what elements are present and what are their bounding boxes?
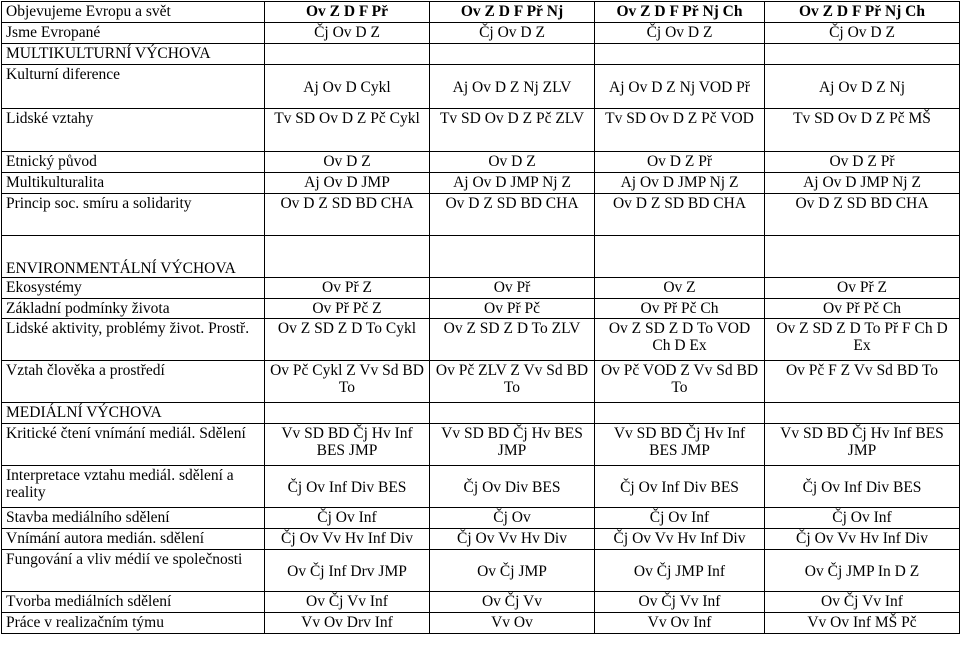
table-cell: Ov Čj Vv Inf <box>765 592 960 613</box>
table-cell: Čj Ov D Z <box>265 23 430 44</box>
section-heading: MEDIÁLNÍ VÝCHOVA <box>2 403 265 424</box>
table-cell: Aj Ov D JMP Nj Z <box>765 173 960 194</box>
table-row <box>2 424 960 466</box>
column-header-1: Ov Z D F Př <box>265 2 430 23</box>
table-row <box>2 529 960 550</box>
table-cell: Ov Z SD Z D To Cykl <box>265 319 430 361</box>
table-cell: Tv SD Ov D Z Pč Cykl <box>265 109 430 152</box>
row-label: Práce v realizačním týmu <box>2 613 265 634</box>
column-header-4: Ov Z D F Př Nj Ch <box>765 2 960 23</box>
table-cell: Čj Ov Inf <box>265 508 430 529</box>
table-cell: Aj Ov D JMP Nj Z <box>430 173 595 194</box>
table-cell: Aj Ov D Z Nj ZLV <box>430 65 595 109</box>
table-cell: Ov D Z Př <box>765 152 960 173</box>
table-cell: Čj Ov Inf <box>765 508 960 529</box>
table-cell: Čj Ov D Z <box>765 23 960 44</box>
table-row <box>2 65 960 109</box>
table-row <box>2 23 960 44</box>
table-cell: Čj Ov Inf Div BES <box>765 466 960 508</box>
table-row <box>2 361 960 403</box>
row-label: Vztah člověka a prostředí <box>2 361 265 403</box>
table-cell: Vv Ov Drv Inf <box>265 613 430 634</box>
table-row <box>2 319 960 361</box>
table-cell: Vv Ov Inf MŠ Pč <box>765 613 960 634</box>
table-cell: Čj Ov Vv Hv Inf Div <box>595 529 765 550</box>
table-row <box>2 173 960 194</box>
table-row <box>2 109 960 152</box>
table-cell: Ov Čj JMP <box>430 550 595 592</box>
table-row <box>2 194 960 236</box>
table-cell: Ov Čj Vv <box>430 592 595 613</box>
section-row <box>2 236 960 278</box>
table-cell: Ov Př <box>430 278 595 299</box>
table-cell: Ov Z SD Z D To ZLV <box>430 319 595 361</box>
table-cell: Aj Ov D JMP Nj Z <box>595 173 765 194</box>
table-cell: Ov Čj JMP In D Z <box>765 550 960 592</box>
table-cell: Ov D Z Př <box>595 152 765 173</box>
table-cell: Aj Ov D Z Nj <box>765 65 960 109</box>
table-row <box>2 508 960 529</box>
table-cell: Čj Ov D Z <box>430 23 595 44</box>
table-cell: Ov D Z SD BD CHA <box>265 194 430 236</box>
table-cell: Čj Ov Inf Div BES <box>265 466 430 508</box>
section-heading: ENVIRONMENTÁLNÍ VÝCHOVA <box>2 236 265 278</box>
row-label: Princip soc. smíru a solidarity <box>2 194 265 236</box>
row-label: Stavba mediálního sdělení <box>2 508 265 529</box>
table-row <box>2 466 960 508</box>
table-cell: Tv SD Ov D Z Pč ZLV <box>430 109 595 152</box>
table-cell: Ov Čj Inf Drv JMP <box>265 550 430 592</box>
table-cell: Ov Čj JMP Inf <box>595 550 765 592</box>
table-cell: Ov Př Z <box>765 278 960 299</box>
table-row <box>2 152 960 173</box>
table-cell: Vv SD BD Čj Hv Inf BES JMP <box>265 424 430 466</box>
table-cell: Ov D Z SD BD CHA <box>595 194 765 236</box>
table-cell: Tv SD Ov D Z Pč MŠ <box>765 109 960 152</box>
table-cell: Ov D Z SD BD CHA <box>765 194 960 236</box>
table-cell: Ov Z SD Z D To VOD Ch D Ex <box>595 319 765 361</box>
row-label: Multikulturalita <box>2 173 265 194</box>
table-cell: Ov Pč F Z Vv Sd BD To <box>765 361 960 403</box>
header-row <box>2 2 960 23</box>
table-row <box>2 592 960 613</box>
table-cell: Ov Pč VOD Z Vv Sd BD To <box>595 361 765 403</box>
row-label: Vnímání autora medián. sdělení <box>2 529 265 550</box>
table-cell: Ov Př Z <box>265 278 430 299</box>
table-cell: Ov D Z SD BD CHA <box>430 194 595 236</box>
table-cell: Ov Př Pč Ch <box>765 299 960 319</box>
table-cell: Ov Z <box>595 278 765 299</box>
table-row <box>2 613 960 634</box>
table-cell: Ov Př Pč Z <box>265 299 430 319</box>
table-row <box>2 278 960 299</box>
row-label: Kritické čtení vnímání mediál. Sdělení <box>2 424 265 466</box>
table-cell: Čj Ov Div BES <box>430 466 595 508</box>
table-cell: Vv Ov <box>430 613 595 634</box>
row-label: Etnický původ <box>2 152 265 173</box>
table-cell: Aj Ov D Z Nj VOD Př <box>595 65 765 109</box>
column-header-3: Ov Z D F Př Nj Ch <box>595 2 765 23</box>
row-label: Jsme Evropané <box>2 23 265 44</box>
table-cell: Vv SD BD Čj Hv Inf BES JMP <box>765 424 960 466</box>
section-row <box>2 44 960 65</box>
table-cell: Vv Ov Inf <box>595 613 765 634</box>
table-cell: Čj Ov Vv Hv Div <box>430 529 595 550</box>
table-cell: Čj Ov Inf Div BES <box>595 466 765 508</box>
row-label: Lidské aktivity, problémy život. Prostř. <box>2 319 265 361</box>
table-cell: Ov Pč Cykl Z Vv Sd BD To <box>265 361 430 403</box>
table-row <box>2 299 960 319</box>
table-cell: Čj Ov D Z <box>595 23 765 44</box>
row-label: Ekosystémy <box>2 278 265 299</box>
row-label: Lidské vztahy <box>2 109 265 152</box>
row-label: Základní podmínky života <box>2 299 265 319</box>
table-cell: Ov D Z <box>430 152 595 173</box>
table-cell: Ov Čj Vv Inf <box>595 592 765 613</box>
table-cell: Ov Př Pč Ch <box>595 299 765 319</box>
table-cell: Ov Z SD Z D To Př F Ch D Ex <box>765 319 960 361</box>
table-cell: Aj Ov D Cykl <box>265 65 430 109</box>
header-subject: Objevujeme Evropu a svět <box>2 2 265 23</box>
table-cell: Ov Čj Vv Inf <box>265 592 430 613</box>
table-row <box>2 550 960 592</box>
table-cell: Ov Př Pč <box>430 299 595 319</box>
table-cell: Aj Ov D JMP <box>265 173 430 194</box>
table-cell: Čj Ov <box>430 508 595 529</box>
column-header-2: Ov Z D F Př Nj <box>430 2 595 23</box>
table-cell: Čj Ov Vv Hv Inf Div <box>265 529 430 550</box>
curriculum-table <box>1 1 960 634</box>
section-heading: MULTIKULTURNÍ VÝCHOVA <box>2 44 265 65</box>
table-cell: Ov D Z <box>265 152 430 173</box>
section-row <box>2 403 960 424</box>
table-cell: Ov Pč ZLV Z Vv Sd BD To <box>430 361 595 403</box>
table-cell: Vv SD BD Čj Hv BES JMP <box>430 424 595 466</box>
table-cell: Tv SD Ov D Z Pč VOD <box>595 109 765 152</box>
row-label: Kulturní diference <box>2 65 265 109</box>
table-cell: Čj Ov Inf <box>595 508 765 529</box>
row-label: Tvorba mediálních sdělení <box>2 592 265 613</box>
row-label: Interpretace vztahu mediál. sdělení a reality <box>2 466 265 508</box>
table-cell: Čj Ov Vv Hv Inf Div <box>765 529 960 550</box>
row-label: Fungování a vliv médií ve společnosti <box>2 550 265 592</box>
table-cell: Vv SD BD Čj Hv Inf BES JMP <box>595 424 765 466</box>
